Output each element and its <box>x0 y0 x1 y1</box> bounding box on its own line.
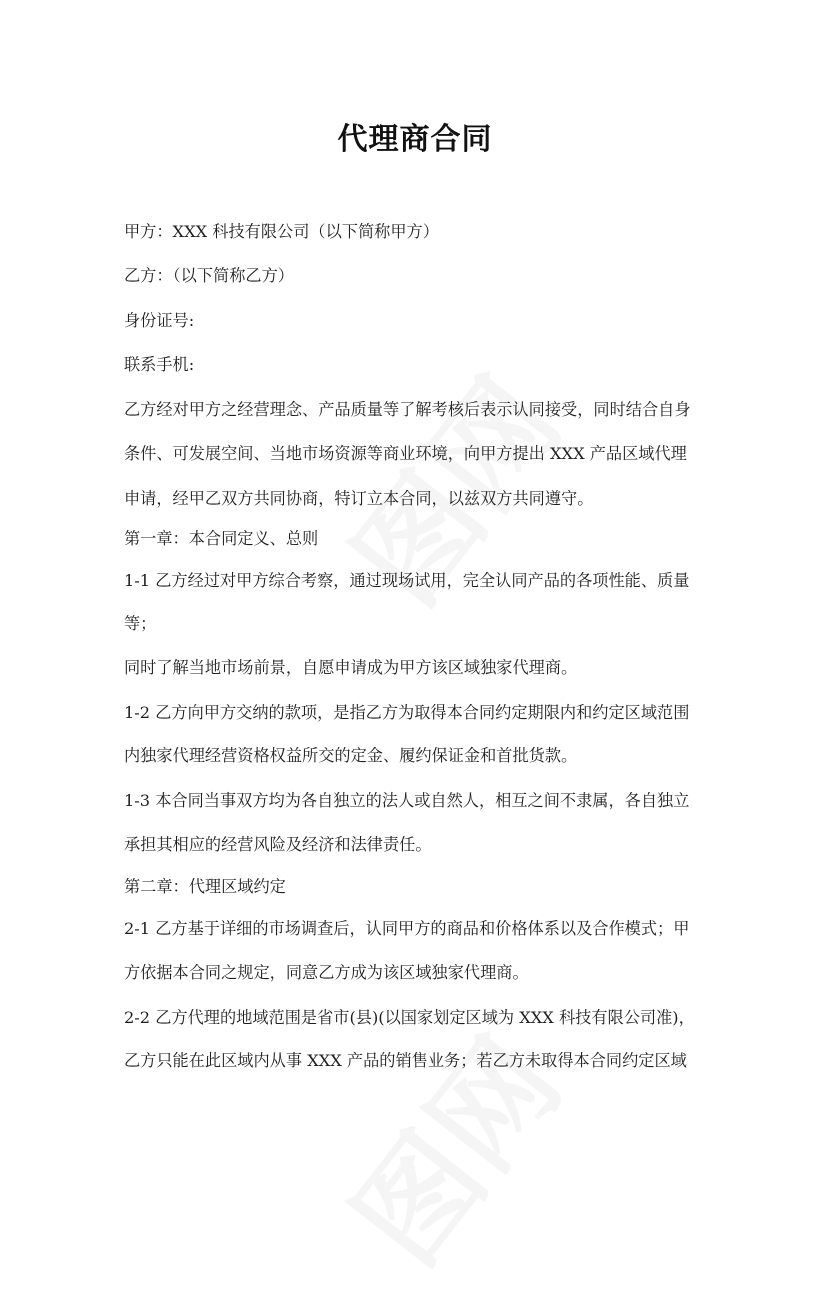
phone-line: 联系手机: <box>124 355 195 374</box>
clause-line: 承担其相应的经营风险及经济和法律责任。 <box>124 835 432 854</box>
paragraph-line: 乙方经对甲方之经营理念、产品质量等了解考核后表示认同接受，同时结合自身 <box>124 400 691 419</box>
clause-line: 方依据本合同之规定，同意乙方成为该区域独家代理商。 <box>124 963 529 982</box>
clause-line: 同时了解当地市场前景，自愿申请成为甲方该区域独家代理商。 <box>124 658 578 677</box>
clause-line: 2-1 乙方基于详细的市场调查后，认同甲方的商品和价格体系以及合作模式；甲 <box>124 919 690 938</box>
document-title: 代理商合同 <box>337 122 493 157</box>
clause-line: 1-1 乙方经过对甲方综合考察，通过现场试用，完全认同产品的各项性能、质量 <box>124 571 690 590</box>
clause-line: 内独家代理经营资格权益所交的定金、履约保证金和首批货款。 <box>124 746 578 765</box>
party-a-line: 甲方：XXX 科技有限公司（以下简称甲方） <box>124 222 439 241</box>
chapter-heading: 第一章：本合同定义、总则 <box>124 529 319 548</box>
clause-line: 乙方只能在此区域内从事 XXX 产品的销售业务；若乙方未取得本合同约定区域 <box>124 1051 687 1070</box>
clause-line: 等； <box>124 614 157 633</box>
chapter-heading: 第二章：代理区域约定 <box>124 877 286 896</box>
clause-line: 1-3 本合同当事双方均为各自独立的法人或自然人，相互之间不隶属，各自独立 <box>124 791 690 810</box>
watermark-graphic <box>308 998 591 1293</box>
party-b-line: 乙方：（以下简称乙方） <box>124 266 294 285</box>
id-number-line: 身份证号: <box>124 311 195 330</box>
paragraph-line: 申请，经甲乙双方共同协商，特订立本合同，以兹双方共同遵守。 <box>124 489 594 508</box>
clause-line: 2-2 乙方代理的地域范围是省市(县)(以国家划定区域为 XXX 科技有限公司准)， <box>124 1008 695 1027</box>
paragraph-line: 条件、可发展空间、当地市场资源等商业环境，向甲方提出 XXX 产品区域代理 <box>124 444 687 463</box>
clause-line: 1-2 乙方向甲方交纳的款项，是指乙方为取得本合同约定期限内和约定区域范围 <box>124 703 690 722</box>
